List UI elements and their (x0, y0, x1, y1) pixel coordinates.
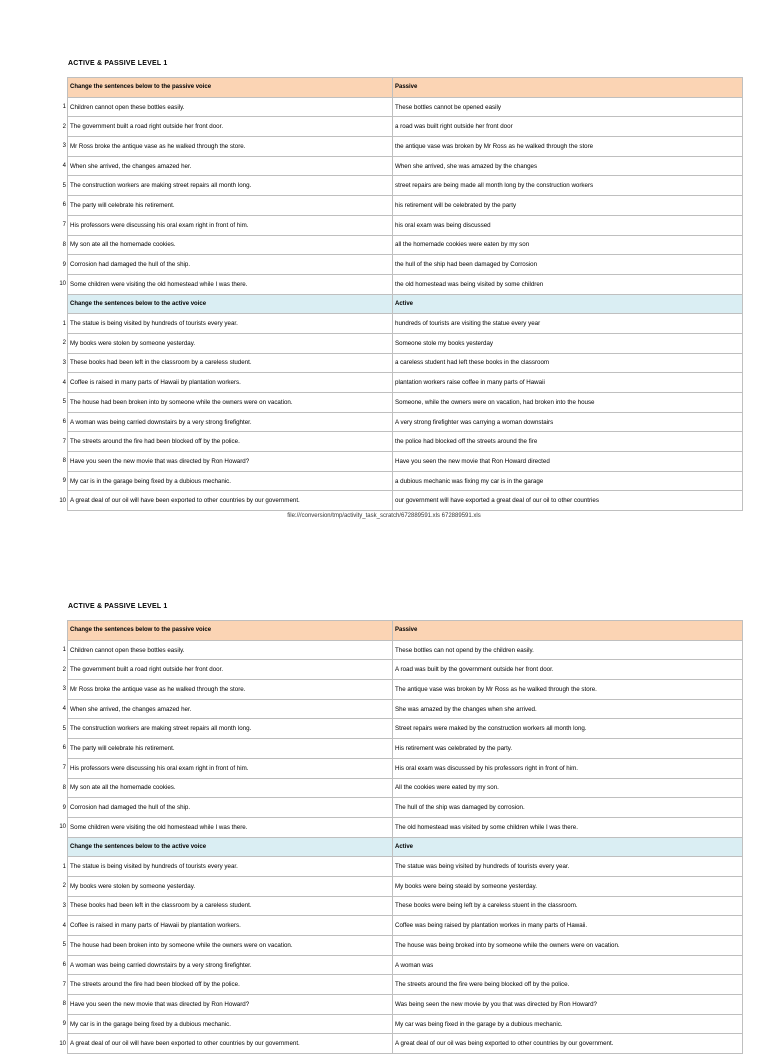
row-number: 6 (62, 202, 66, 209)
row-number: 10 (59, 824, 66, 831)
answer-sentence: When she arrived, she was amazed by the changes (393, 156, 743, 176)
source-sentence: A woman was being carried downstairs by a very strong firefighter. (68, 955, 393, 975)
source-sentence: The government built a road right outside her front door. (68, 660, 393, 680)
source-sentence: Coffee is raised in many parts of Hawaii by plantation workers. (68, 373, 393, 393)
exercise-row (58, 491, 743, 511)
answer-sentence: Was being seen the new movie by you that was directed by Ron Howard? (393, 995, 743, 1015)
source-sentence: Some children were visiting the old homestead while I was there. (68, 274, 393, 294)
exercise-row (58, 156, 743, 176)
row-number: 5 (62, 399, 66, 406)
source-sentence: Mr Ross broke the antique vase as he walked through the store. (68, 680, 393, 700)
source-sentence: My car is in the garage being fixed by a dubious mechanic. (68, 1014, 393, 1034)
row-number-blank (58, 837, 68, 857)
exercise-row (58, 995, 743, 1015)
row-number: 7 (62, 981, 66, 988)
row-number-blank (58, 294, 68, 314)
answer-sentence: a dubious mechanic was fixing my car is in the garage (393, 471, 743, 491)
answer-sentence: His retirement was celebrated by the party. (393, 739, 743, 759)
exercise-row (58, 876, 743, 896)
source-sentence: My books were stolen by someone yesterday. (68, 876, 393, 896)
source-sentence: The statue is being visited by hundreds of tourists every year. (68, 314, 393, 334)
answer-sentence: the old homestead was being visited by some children (393, 274, 743, 294)
exercise-row (58, 196, 743, 216)
exercise-row (58, 660, 743, 680)
answer-sentence: the hull of the ship had been damaged by Corrosion (393, 255, 743, 275)
section-instruction: Change the sentences below to the active voice (68, 294, 393, 314)
row-number: 1 (62, 320, 66, 327)
exercise-row (58, 235, 743, 255)
row-number-blank (58, 621, 68, 641)
exercise-row (58, 353, 743, 373)
exercise-row (58, 452, 743, 472)
source-sentence: A woman was being carried downstairs by a very strong firefighter. (68, 412, 393, 432)
answer-sentence: plantation workers raise coffee in many parts of Hawaii (393, 373, 743, 393)
exercise-row (58, 255, 743, 275)
exercise-row (58, 857, 743, 877)
row-number: 4 (62, 706, 66, 713)
exercise-row (58, 97, 743, 117)
source-sentence: Have you seen the new movie that was directed by Ron Howard? (68, 452, 393, 472)
source-sentence: His professors were discussing his oral exam right in front of him. (68, 215, 393, 235)
exercise-row (58, 896, 743, 916)
active-section-header (58, 837, 743, 857)
source-sentence: The government built a road right outside her front door. (68, 117, 393, 137)
row-number: 2 (62, 666, 66, 673)
source-sentence: My car is in the garage being fixed by a dubious mechanic. (68, 471, 393, 491)
answer-sentence: All the cookies were eated by my son. (393, 778, 743, 798)
answer-sentence: Have you seen the new movie that Ron Howard directed (393, 452, 743, 472)
source-sentence: The streets around the fire had been blocked off by the police. (68, 975, 393, 995)
exercise-row (58, 333, 743, 353)
exercise-row (58, 936, 743, 956)
answer-sentence: Someone stole my books yesterday (393, 333, 743, 353)
row-number: 7 (62, 765, 66, 772)
row-number: 10 (59, 497, 66, 504)
source-sentence: The house had been broken into by someone while the owners were on vacation. (68, 393, 393, 413)
source-sentence: Children cannot open these bottles easily. (68, 640, 393, 660)
answer-sentence: These bottles can not opend by the children easily. (393, 640, 743, 660)
row-number: 6 (62, 419, 66, 426)
exercise-row (58, 680, 743, 700)
exercise-row (58, 817, 743, 837)
row-number: 8 (62, 241, 66, 248)
answer-sentence: Coffee was being raised by plantation workes in many parts of Hawaii. (393, 916, 743, 936)
row-number: 4 (62, 922, 66, 929)
exercise-row (58, 412, 743, 432)
table-body (58, 621, 743, 1054)
row-number: 2 (62, 123, 66, 130)
exercise-table (58, 77, 743, 511)
exercise-row (58, 314, 743, 334)
source-sentence: The construction workers are making street repairs all month long. (68, 176, 393, 196)
exercise-row (58, 955, 743, 975)
answer-sentence: our government will have exported a great deal of our oil to other countries (393, 491, 743, 511)
answer-sentence: Street repairs were maked by the construction workers all month long. (393, 719, 743, 739)
row-number: 2 (62, 883, 66, 890)
row-number: 5 (62, 942, 66, 949)
answer-sentence: My books were being steald by someone yesterday. (393, 876, 743, 896)
exercise-row (58, 274, 743, 294)
answer-sentence: The hull of the ship was damaged by corrosion. (393, 798, 743, 818)
exercise-row (58, 798, 743, 818)
row-number: 9 (62, 261, 66, 268)
row-number: 5 (62, 725, 66, 732)
passive-section-header (58, 621, 743, 641)
answer-sentence: A woman was (393, 955, 743, 975)
row-number: 10 (59, 281, 66, 288)
source-sentence: My son ate all the homemade cookies. (68, 778, 393, 798)
answer-sentence: My car was being fixed in the garage by a dubious mechanic. (393, 1014, 743, 1034)
exercise-row (58, 432, 743, 452)
answer-sentence: A great deal of our oil was being exported to other countries by our government. (393, 1034, 743, 1054)
exercise-row (58, 1014, 743, 1034)
source-sentence: Corrosion had damaged the hull of the ship. (68, 255, 393, 275)
answer-column-label: Active (393, 294, 743, 314)
source-sentence: The streets around the fire had been blocked off by the police. (68, 432, 393, 452)
source-sentence: A great deal of our oil will have been exported to other countries by our government. (68, 1034, 393, 1054)
source-sentence: Have you seen the new movie that was directed by Ron Howard? (68, 995, 393, 1015)
row-number: 1 (62, 647, 66, 654)
table-body (58, 78, 743, 511)
row-number: 8 (62, 784, 66, 791)
row-number: 10 (59, 1040, 66, 1047)
exercise-row (58, 640, 743, 660)
row-number: 9 (62, 478, 66, 485)
section-instruction: Change the sentences below to the passive voice (68, 621, 393, 641)
source-sentence: My son ate all the homemade cookies. (68, 235, 393, 255)
row-number: 3 (62, 143, 66, 150)
row-number: 6 (62, 962, 66, 969)
row-number: 6 (62, 745, 66, 752)
row-number: 8 (62, 1001, 66, 1008)
source-sentence: When she arrived, the changes amazed her. (68, 699, 393, 719)
source-sentence: Children cannot open these bottles easily. (68, 97, 393, 117)
source-sentence: Corrosion had damaged the hull of the ship. (68, 798, 393, 818)
exercise-row (58, 117, 743, 137)
exercise-row (58, 215, 743, 235)
source-sentence: These books had been left in the classroom by a careless student. (68, 896, 393, 916)
answer-sentence: the antique vase was broken by Mr Ross as he walked through the store (393, 137, 743, 157)
row-number: 3 (62, 902, 66, 909)
row-number: 5 (62, 182, 66, 189)
file-path-footer: file:///conversion/tmp/activity_task_scratch/672889591.xls 672889591.xls (287, 513, 481, 519)
source-sentence: The party will celebrate his retirement. (68, 739, 393, 759)
answer-sentence: A very strong firefighter was carrying a woman downstairs (393, 412, 743, 432)
answer-sentence: Someone, while the owners were on vacation, had broken into the house (393, 393, 743, 413)
exercise-row (58, 393, 743, 413)
answer-column-label: Passive (393, 621, 743, 641)
answer-column-label: Passive (393, 78, 743, 98)
answer-sentence: hundreds of tourists are visiting the statue every year (393, 314, 743, 334)
exercise-row (58, 916, 743, 936)
passive-section-header (58, 78, 743, 98)
worksheet-title: ACTIVE & PASSIVE LEVEL 1 (68, 603, 168, 610)
source-sentence: Mr Ross broke the antique vase as he walked through the store. (68, 137, 393, 157)
row-number: 2 (62, 340, 66, 347)
exercise-row (58, 739, 743, 759)
row-number: 3 (62, 359, 66, 366)
source-sentence: The statue is being visited by hundreds of tourists every year. (68, 857, 393, 877)
answer-sentence: The antique vase was broken by Mr Ross as he walked through the store. (393, 680, 743, 700)
row-number: 8 (62, 458, 66, 465)
exercise-row (58, 719, 743, 739)
source-sentence: Coffee is raised in many parts of Hawaii by plantation workers. (68, 916, 393, 936)
source-sentence: Some children were visiting the old homestead while I was there. (68, 817, 393, 837)
answer-sentence: the police had blocked off the streets around the fire (393, 432, 743, 452)
row-number: 7 (62, 222, 66, 229)
source-sentence: The party will celebrate his retirement. (68, 196, 393, 216)
answer-sentence: The old homestead was visited by some children while I was there. (393, 817, 743, 837)
answer-sentence: These books were being left by a careless stuent in the classroom. (393, 896, 743, 916)
exercise-row (58, 699, 743, 719)
answer-sentence: His oral exam was discussed by his professors right in front of him. (393, 758, 743, 778)
answer-sentence: A road was built by the government outside her front door. (393, 660, 743, 680)
exercise-row (58, 176, 743, 196)
row-number: 4 (62, 379, 66, 386)
active-section-header (58, 294, 743, 314)
source-sentence: His professors were discussing his oral exam right in front of him. (68, 758, 393, 778)
row-number: 1 (62, 104, 66, 111)
source-sentence: A great deal of our oil will have been exported to other countries by our government. (68, 491, 393, 511)
row-number-blank (58, 78, 68, 98)
answer-sentence: The statue was being visited by hundreds of tourists every year. (393, 857, 743, 877)
exercise-row (58, 471, 743, 491)
row-number: 3 (62, 686, 66, 693)
worksheet-title: ACTIVE & PASSIVE LEVEL 1 (68, 60, 168, 67)
exercise-row (58, 758, 743, 778)
answer-sentence: all the homemade cookies were eaten by my son (393, 235, 743, 255)
source-sentence: My books were stolen by someone yesterday. (68, 333, 393, 353)
source-sentence: When she arrived, the changes amazed her. (68, 156, 393, 176)
exercise-row (58, 373, 743, 393)
answer-sentence: The streets around the fire were being blocked off by the police. (393, 975, 743, 995)
row-number: 7 (62, 438, 66, 445)
answer-sentence: She was amazed by the changes when she arrived. (393, 699, 743, 719)
section-instruction: Change the sentences below to the active voice (68, 837, 393, 857)
section-instruction: Change the sentences below to the passive voice (68, 78, 393, 98)
exercise-row (58, 1034, 743, 1054)
answer-sentence: a road was built right outside her front door (393, 117, 743, 137)
answer-column-label: Active (393, 837, 743, 857)
source-sentence: The construction workers are making street repairs all month long. (68, 719, 393, 739)
answer-sentence: The house was being broked into by someone while the owners were on vacation. (393, 936, 743, 956)
source-sentence: These books had been left in the classroom by a careless student. (68, 353, 393, 373)
exercise-table (58, 620, 743, 1054)
answer-sentence: These bottles cannot be opened easily (393, 97, 743, 117)
answer-sentence: a careless student had left these books in the classroom (393, 353, 743, 373)
exercise-row (58, 137, 743, 157)
exercise-row (58, 975, 743, 995)
row-number: 1 (62, 863, 66, 870)
answer-sentence: his oral exam was being discussed (393, 215, 743, 235)
row-number: 4 (62, 163, 66, 170)
source-sentence: The house had been broken into by someone while the owners were on vacation. (68, 936, 393, 956)
exercise-row (58, 778, 743, 798)
row-number: 9 (62, 1021, 66, 1028)
answer-sentence: street repairs are being made all month long by the construction workers (393, 176, 743, 196)
answer-sentence: his retirement will be celebrated by the party (393, 196, 743, 216)
row-number: 9 (62, 804, 66, 811)
